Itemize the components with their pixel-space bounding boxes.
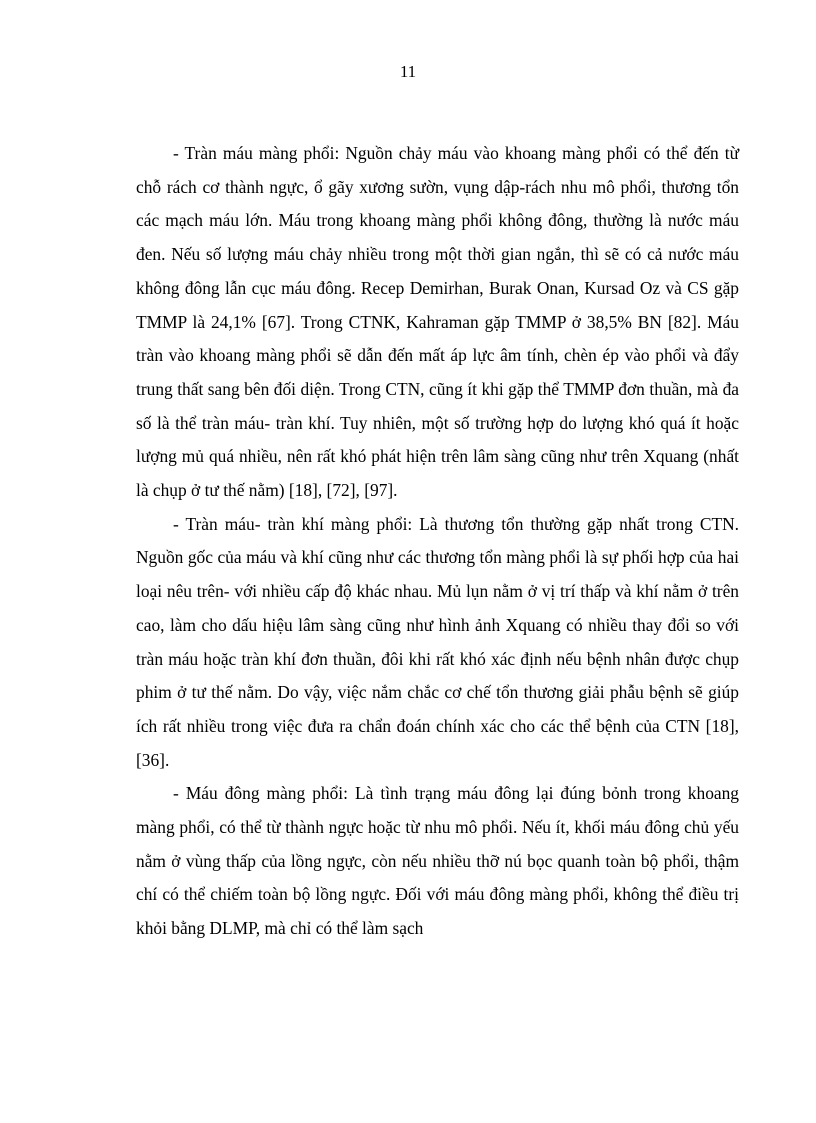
page-number: 11 xyxy=(399,62,417,81)
paragraph-hemothorax: - Tràn máu màng phổi: Nguồn chảy máu vào khoang màng phổi có thể đến từ chỗ rách cơ thành ngực, ổ gãy xương sườn, vụng dập-rách nhu mô phổi, thương tổn các mạch máu lớn. Máu trong khoang màng phổi không đông, thường là nước máu đen. Nếu số lượng máu chảy nhiều trong một thời gian ngắn, thì sẽ có cả nước máu không đông lẫn cục máu đông. Recep Demirhan, Burak Onan, Kursad Oz và CS gặp TMMP là 24,1% [67]. Trong CTNK, Kahraman gặp TMMP ở 38,5% BN [82]. Máu tràn vào khoang màng phổi sẽ dẫn đến mất áp lực âm tính, chèn ép vào phổi và đẩy trung thất sang bên đối diện. Trong CTN, cũng ít khi gặp thể TMMP đơn thuần, mà đa số là thể tràn máu- tràn khí. Tuy nhiên, một số trường hợp do lượng khó quá ít hoặc lượng mủ quá nhiều, nên rất khó phát hiện trên lâm sàng cũng như trên Xquang (nhất là chụp ở tư thế nằm) [18], [72], [97]. xyxy=(136,143,739,501)
document-body xyxy=(136,137,739,946)
paragraph-hemopneumothorax: - Tràn máu- tràn khí màng phổi: Là thương tổn thường gặp nhất trong CTN. Nguồn gốc của máu và khí cũng như các thương tổn màng phổi là sự phối hợp của hai loại nêu trên- với nhiều cấp độ khác nhau. Mủ lụn nằm ở vị trí thấp và khí nằm ở trên cao, làm cho dấu hiệu lâm sàng cũng như hình ảnh Xquang có nhiều thay đổi so với tràn máu hoặc tràn khí đơn thuần, đôi khi rất khó xác định nếu bệnh nhân được chụp phim ở tư thế nằm. Do vậy, việc nắm chắc cơ chế tổn thương giải phẫu bệnh sẽ giúp ích rất nhiều trong việc đưa ra chẩn đoán chính xác cho các thể bệnh của CTN [18], [36]. xyxy=(136,513,739,770)
paragraph-clotted-hemothorax: - Máu đông màng phổi: Là tình trạng máu đông lại đúng bỏnh trong khoang màng phổi, có thể từ thành ngực hoặc từ nhu mô phổi. Nếu ít, khối máu đông chủ yếu nằm ở vùng thấp của lồng ngực, còn nếu nhiều thỡ nú bọc quanh toàn bộ phổi, thậm chí có thể chiếm toàn bộ lồng ngực. Đối với máu đông màng phổi, không thể điều trị khỏi bằng DLMP, mà chỉ có thể làm sạch xyxy=(136,783,739,939)
